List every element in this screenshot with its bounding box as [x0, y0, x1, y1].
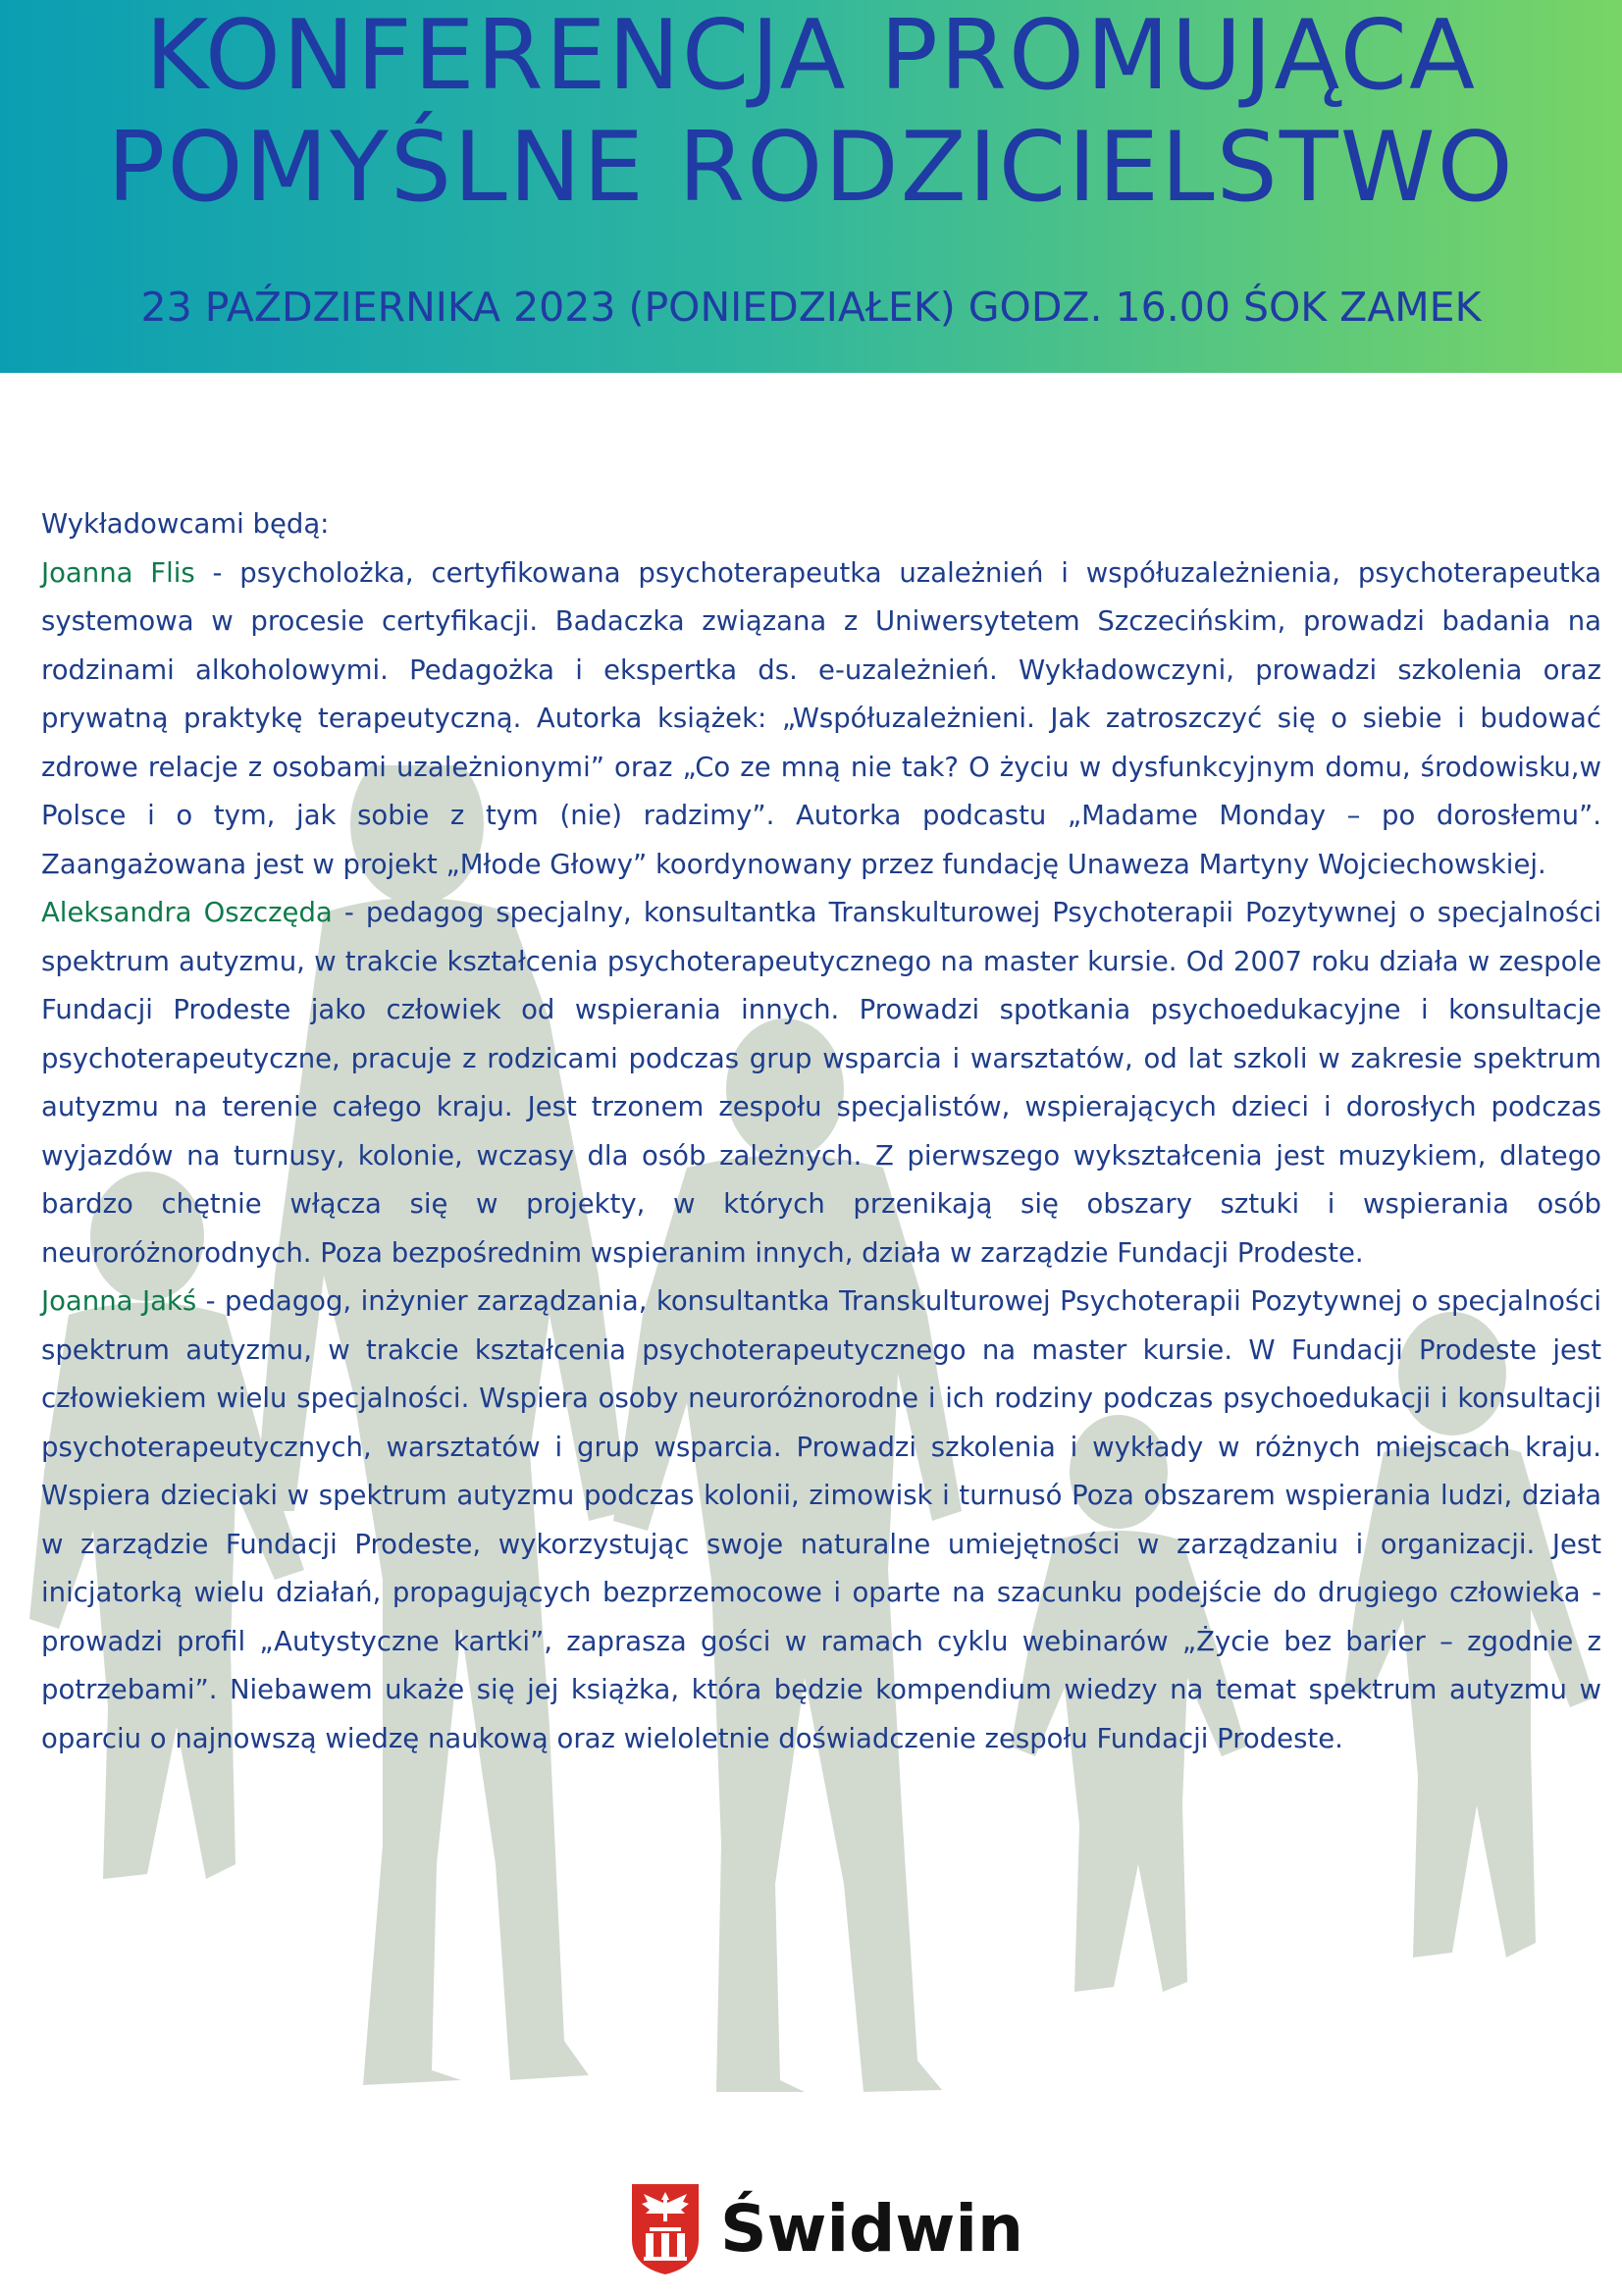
speaker-name: Aleksandra Oszczęda	[41, 897, 333, 928]
city-coat-of-arms-icon	[630, 2182, 701, 2276]
event-header	[0, 0, 1622, 373]
speaker-name: Joanna Flis	[41, 556, 195, 589]
speaker-entry	[41, 1278, 1601, 1763]
speaker-entry	[41, 889, 1601, 1278]
event-title	[0, 0, 1622, 224]
event-title-line-1: KONFERENCJA PROMUJĄCA	[144, 0, 1478, 112]
speaker-bio: - psycholożka, certyfikowana psychoterapeutka uzależnień i współuzależnienia, psychoterapeutka systemowa w procesie certyfikacji. Badaczka związana z Uniwersytetem Szczecińskim, prowadzi badania na rodzinami alkoholowymi. Pedagożka i ekspertka ds. e-uzależnień. Wykładowczyni, prowadzi szkolenia oraz prywatną praktykę terapeutyczną. Autorka książek: „Współuzależnieni. Jak zatroszczyć się o siebie i budować zdrowe relacje z osobami uzależnionymi” oraz „Co ze mną nie tak? O życiu w dysfunkcyjnym domu, środowisku,w Polsce i o tym, jak sobie z tym (nie) radzimy”. Autorka podcastu „Madame Monday – po dorosłemu”. Zaangażowana jest w projekt „Młode Głowy” koordynowany przez fundację Unaweza Martyny Wojciechowskiej.	[41, 556, 1601, 880]
speaker-bio: - pedagog, inżynier zarządzania, konsultantka Transkulturowej Psychoterapii Pozytywnej o specjalności spektrum autyzmu, w trakcie kształcenia psychoterapeutycznego na master kursie. W Fundacji Prodeste jest człowiekiem wielu specjalności. Wspiera osoby neuroróżnorodne i ich rodziny podczas psychoedukacji i konsultacji psychoterapeutycznych, warsztatów i grup wsparcia. Prowadzi szkolenia i wykłady w różnych miejscach kraju. Wspiera dzieciaki w spektrum autyzmu podczas kolonii, zimowisk i turnusó Poza obszarem wspierania ludzi, działa w zarządzie Fundacji Prodeste, wykorzystując swoje naturalne umiejętności w zarządzaniu i organizacji. Jest inicjatorką wielu działań, propagujących bezprzemocowe i oparte na szacunku podejście do drugiego człowieka - prowadzi profil „Autystyczne kartki”, zaprasza gości w ramach cyklu webinarów „Życie bez barier – zgodnie z potrzebami”. Niebawem ukaże się jej książka, która będzie kompendium wiedzy na temat spektrum autyzmu w oparciu o najnowszą wiedzę naukową oraz wieloletnie doświadczenie zespołu Fundacji Prodeste.	[41, 1285, 1601, 1754]
speaker-bio: - pedagog specjalny, konsultantka Transkulturowej Psychoterapii Pozytywnej o specjalności spektrum autyzmu, w trakcie kształcenia psychoterapeutycznego na master kursie. Od 2007 roku działa w zespole Fundacji Prodeste jako człowiek od wspierania innych. Prowadzi spotkania psychoedukacyjne i konsultacje psychoterapeutyczne, pracuje z rodzicami podczas grup wsparcia i warsztatów, od lat szkoli w zakresie spektrum autyzmu na terenie całego kraju. Jest trzonem zespołu specjalistów, wspierających dzieci i dorosłych podczas wyjazdów na turnusy, kolonie, wczasy dla osób zależnych. Z pierwszego wykształcenia jest muzykiem, dlatego bardzo chętnie włącza się w projekty, w których przenikają się obszary sztuki i wspierania osób neuroróżnorodnych. Poza bezpośrednim wspieranim innych, działa w zarządzie Fundacji Prodeste.	[41, 897, 1601, 1269]
event-date-location: 23 PAŹDZIERNIKA 2023 (PONIEDZIAŁEK) GODZ. 16.00 ŚOK ZAMEK	[140, 284, 1482, 331]
speakers-section	[41, 500, 1601, 1763]
city-logo-text: Świdwin	[720, 2191, 1023, 2267]
speaker-name: Joanna Jakś	[41, 1285, 197, 1317]
event-title-line-2: POMYŚLNE RODZICIELSTWO	[107, 112, 1515, 224]
speakers-intro: Wykładowcami będą:	[41, 508, 330, 540]
city-logo	[630, 2182, 1023, 2276]
speaker-entry	[41, 549, 1601, 890]
